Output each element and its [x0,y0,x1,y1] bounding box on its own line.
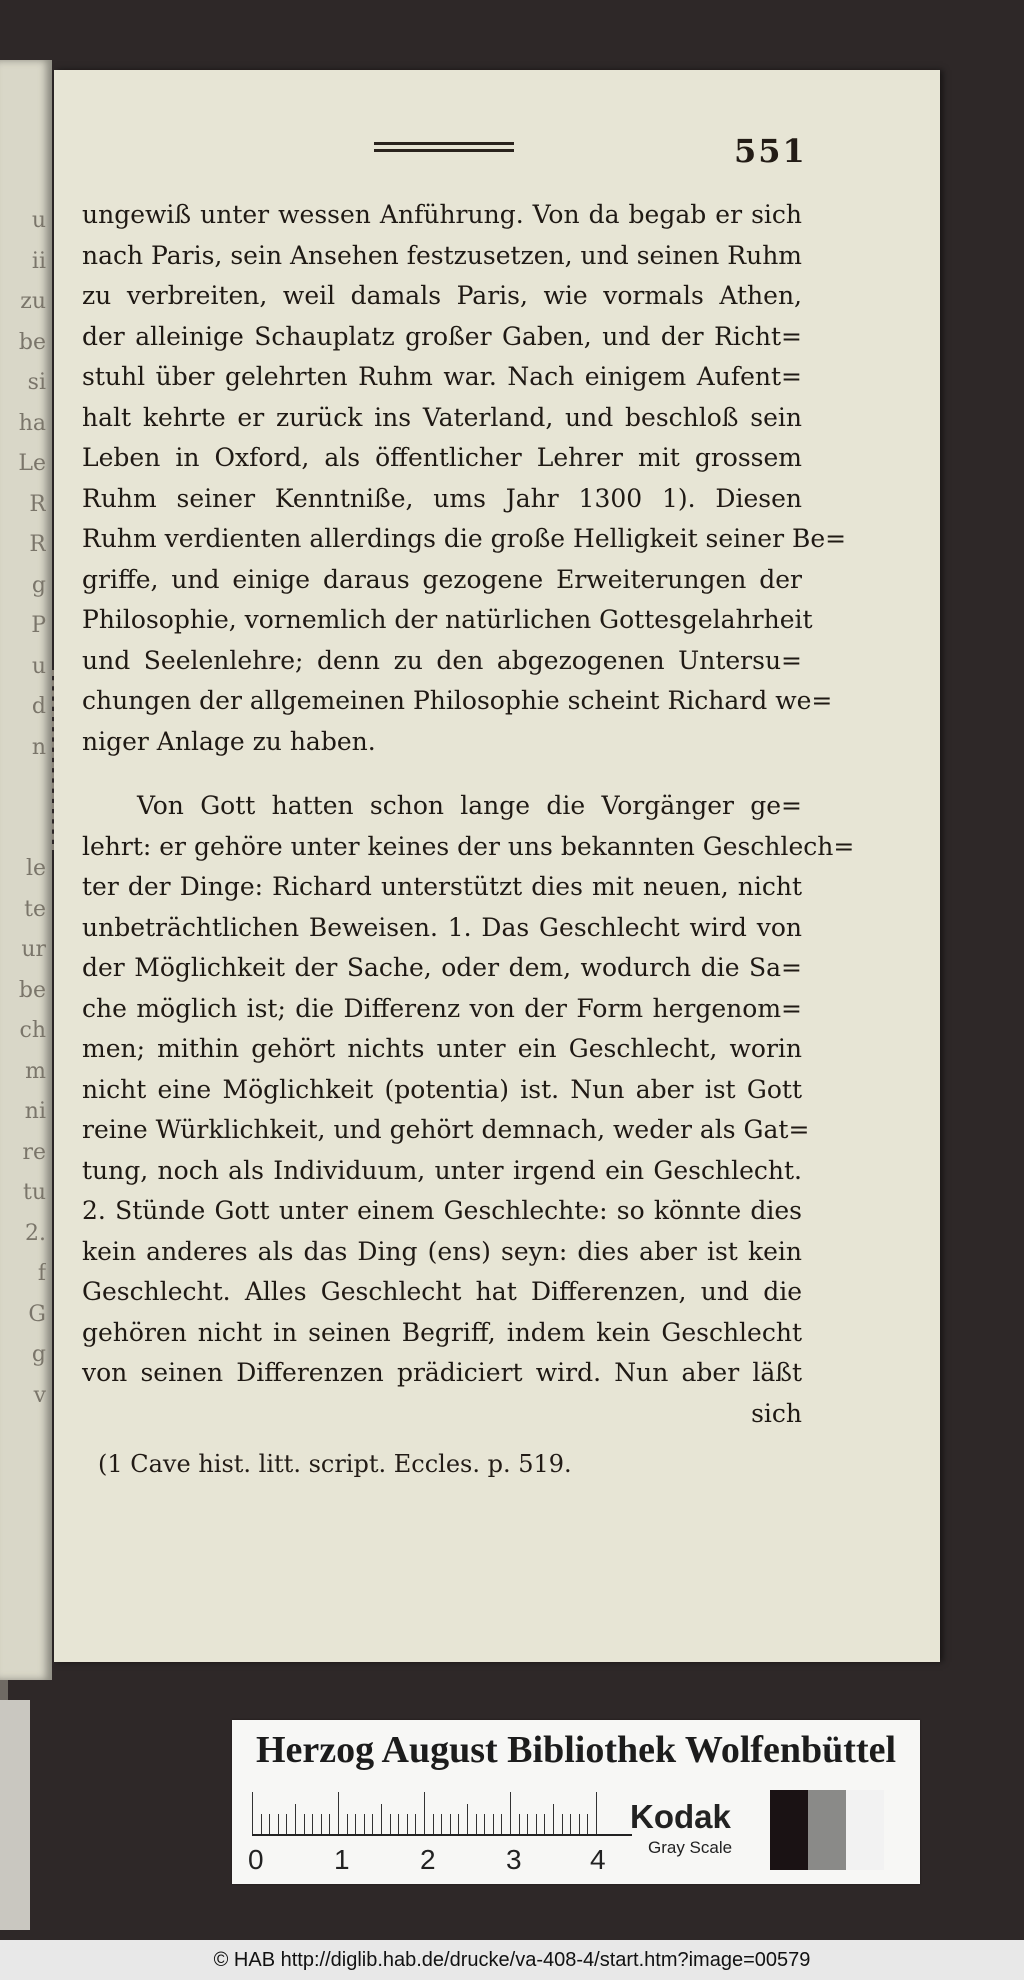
library-name: Herzog August Bibliothek Wolfenbüttel [255,1729,897,1771]
text-line: kein anderes als das Ding (ens) seyn: dies aber ist kein [82,1236,802,1266]
text-line: gehören nicht in seinen Begriff, indem kein Geschlecht [82,1317,802,1347]
text-line: und Seelenlehre; denn zu den abgezogenen Untersu= [82,645,802,675]
left-page-fragment: ur [21,939,46,961]
ruler-tick [364,1814,365,1834]
ruler-tick [372,1814,373,1834]
text-line: nach Paris, sein Ansehen festzusetzen, und seinen Ruhm [82,240,802,270]
text-line: halt kehrte er zurück ins Vaterland, und beschloß sein [82,402,802,432]
gray-patch-white [846,1790,884,1870]
text-line: ungewiß unter wessen Anführung. Von da begab er sich [82,200,802,229]
margin-mark [52,670,56,850]
left-page-fragment: tu [22,1182,46,1204]
left-page-fragment: ni [24,1101,46,1123]
text-line: Geschlecht. Alles Geschlecht hat Differenzen, und die [82,1277,802,1306]
left-page-fragment: m [25,1060,46,1083]
left-page-fragment: R [29,534,46,556]
left-page-fragment: f [37,1263,46,1285]
text-line: zu verbreiten, weil damals Paris, wie vormals Athen, [82,281,802,310]
text-line: Ruhm verdienten allerdings die große Helligkeit seiner Be= [82,524,847,553]
left-page-fragment: si [27,372,46,394]
paragraph-2 [82,786,855,1394]
text-line: tung, noch als Individuum, unter irgend ein Geschlecht. [82,1155,802,1185]
gray-patch-black [770,1790,808,1870]
footnote: (1 Cave hist. litt. script. Eccles. p. 519. [98,1450,572,1478]
ruler-tick [596,1792,597,1834]
ruler-tick [510,1792,511,1834]
left-page-fragment: zu [20,291,46,313]
ruler-tick [519,1814,520,1834]
left-page-fragment: te [24,898,46,921]
gray-scale-label: Gray Scale [648,1838,733,1857]
text-line: reine Würklichkeit, und gehört demnach, weder als Gat= [82,1115,810,1144]
text-line: men; mithin gehört nichts unter ein Geschlecht, worin [82,1034,802,1063]
ruler-tick [587,1814,588,1834]
ruler-tick [458,1814,459,1834]
ruler-tick [407,1814,408,1834]
ruler-tick [398,1814,399,1834]
left-page-fragment: le [25,858,46,880]
left-page-fragment: re [22,1141,46,1164]
ruler-tick [295,1804,296,1834]
ruler-tick [527,1814,528,1834]
text-line: che möglich ist; die Differenz von der Form hergenom= [82,993,802,1023]
ruler-tick [338,1792,339,1834]
header-rule [374,142,514,152]
left-page-fragment: be [18,331,46,354]
left-page-fragment: G [28,1303,46,1326]
ruler-label: 1 [334,1844,350,1875]
left-page-fragment: ch [19,1020,46,1042]
ruler-tick [536,1814,537,1834]
left-page-fragment: ha [18,412,46,435]
body-text [82,195,855,1434]
ruler-tick [493,1814,494,1834]
ruler-tick [329,1814,330,1834]
copyright-footer: © HAB http://diglib.hab.de/drucke/va-408-4/start.htm?image=00579 [0,1940,1024,1980]
ruler-tick [286,1814,287,1834]
ruler-tick [476,1814,477,1834]
ruler-tick [390,1814,391,1834]
left-page-fragment: R [29,493,46,516]
left-page-fragment: P [31,615,46,637]
left-page-fragment: g [31,1344,46,1366]
paragraph-1 [82,195,847,762]
left-page-fragment: g [31,574,46,597]
text-line: griffe, und einige daraus gezogene Erweiterungen der [82,564,802,594]
ruler-tick [321,1814,322,1834]
ruler-tick [553,1804,554,1834]
ruler-tick [278,1814,279,1834]
ruler-tick [484,1814,485,1834]
left-page-fragment: be [18,979,46,1002]
ruler-tick [501,1814,502,1834]
color-calibration-bar [232,1720,920,1884]
left-page-fragment: ii [31,250,46,273]
ruler-tick [261,1814,262,1834]
ruler-label: 2 [420,1844,436,1875]
ruler-tick [304,1814,305,1834]
left-page-fragment: 2. [25,1222,46,1245]
ruler-tick [450,1814,451,1834]
ruler-label: 3 [506,1844,522,1875]
ruler-tick [269,1814,270,1834]
gray-patch-mid [808,1790,846,1870]
page-number: 551 [734,132,807,170]
ruler-label: 4 [590,1844,606,1875]
text-line: unbeträchtlichen Beweisen. 1. Das Geschlecht wird von [82,912,802,942]
ruler-tick [544,1814,545,1834]
left-page-fragment: v [33,1384,46,1407]
catchword: sich [751,1398,802,1428]
book-page [54,70,940,1662]
text-line: Leben in Oxford, als öffentlicher Lehrer mit grossem [82,443,802,472]
ruler-tick [355,1814,356,1834]
text-line: der Möglichkeit der Sache, oder dem, wodurch die Sa= [82,953,802,982]
left-page-sliver [0,60,52,1680]
left-page-fragment: d [31,696,46,718]
text-line: von seinen Differenzen prädiciert wird. Nun aber läßt [82,1358,802,1387]
text-line: 2. Stünde Gott unter einem Geschlechte: so könnte dies [82,1196,802,1225]
left-page-fragment: u [31,210,46,232]
left-page-fragment: u [31,655,46,678]
ruler-tick [570,1814,571,1834]
left-page-fragment: Le [18,453,46,475]
text-line: ter der Dinge: Richard unterstützt dies mit neuen, nicht [82,872,802,901]
left-page-fragment: n [31,736,46,759]
text-line: der alleinige Schauplatz großer Gaben, und der Richt= [82,321,802,351]
ruler-tick [424,1792,425,1834]
kodak-logo: Kodak [630,1798,731,1835]
ruler-tick [467,1804,468,1834]
left-lower-paper [0,1700,30,1930]
ruler-tick [562,1814,563,1834]
text-line: Von Gott hatten schon lange die Vorgänger ge= [137,791,802,820]
text-line: Philosophie, vornemlich der natürlichen Gottesgelahrheit [82,605,813,634]
text-line: nicht eine Möglichkeit (potentia) ist. Nun aber ist Gott [82,1074,802,1104]
ruler-tick [347,1814,348,1834]
ruler-tick [415,1814,416,1834]
text-line: niger Anlage zu haben. [82,726,376,756]
ruler-tick [579,1814,580,1834]
text-line: lehrt: er gehöre unter keines der uns bekannten Geschlech= [82,831,855,861]
ruler-tick [381,1804,382,1834]
ruler-label: 0 [248,1844,264,1875]
ruler-tick [433,1814,434,1834]
text-line: stuhl über gelehrten Ruhm war. Nach einigem Aufent= [82,362,802,391]
scale-ruler [252,1792,632,1836]
ruler-tick [441,1814,442,1834]
text-line: chungen der allgemeinen Philosophie scheint Richard we= [82,686,833,715]
ruler-tick [312,1814,313,1834]
ruler-tick [252,1792,253,1834]
text-line: Ruhm seiner Kenntniße, ums Jahr 1300 1). Diesen [82,483,802,513]
